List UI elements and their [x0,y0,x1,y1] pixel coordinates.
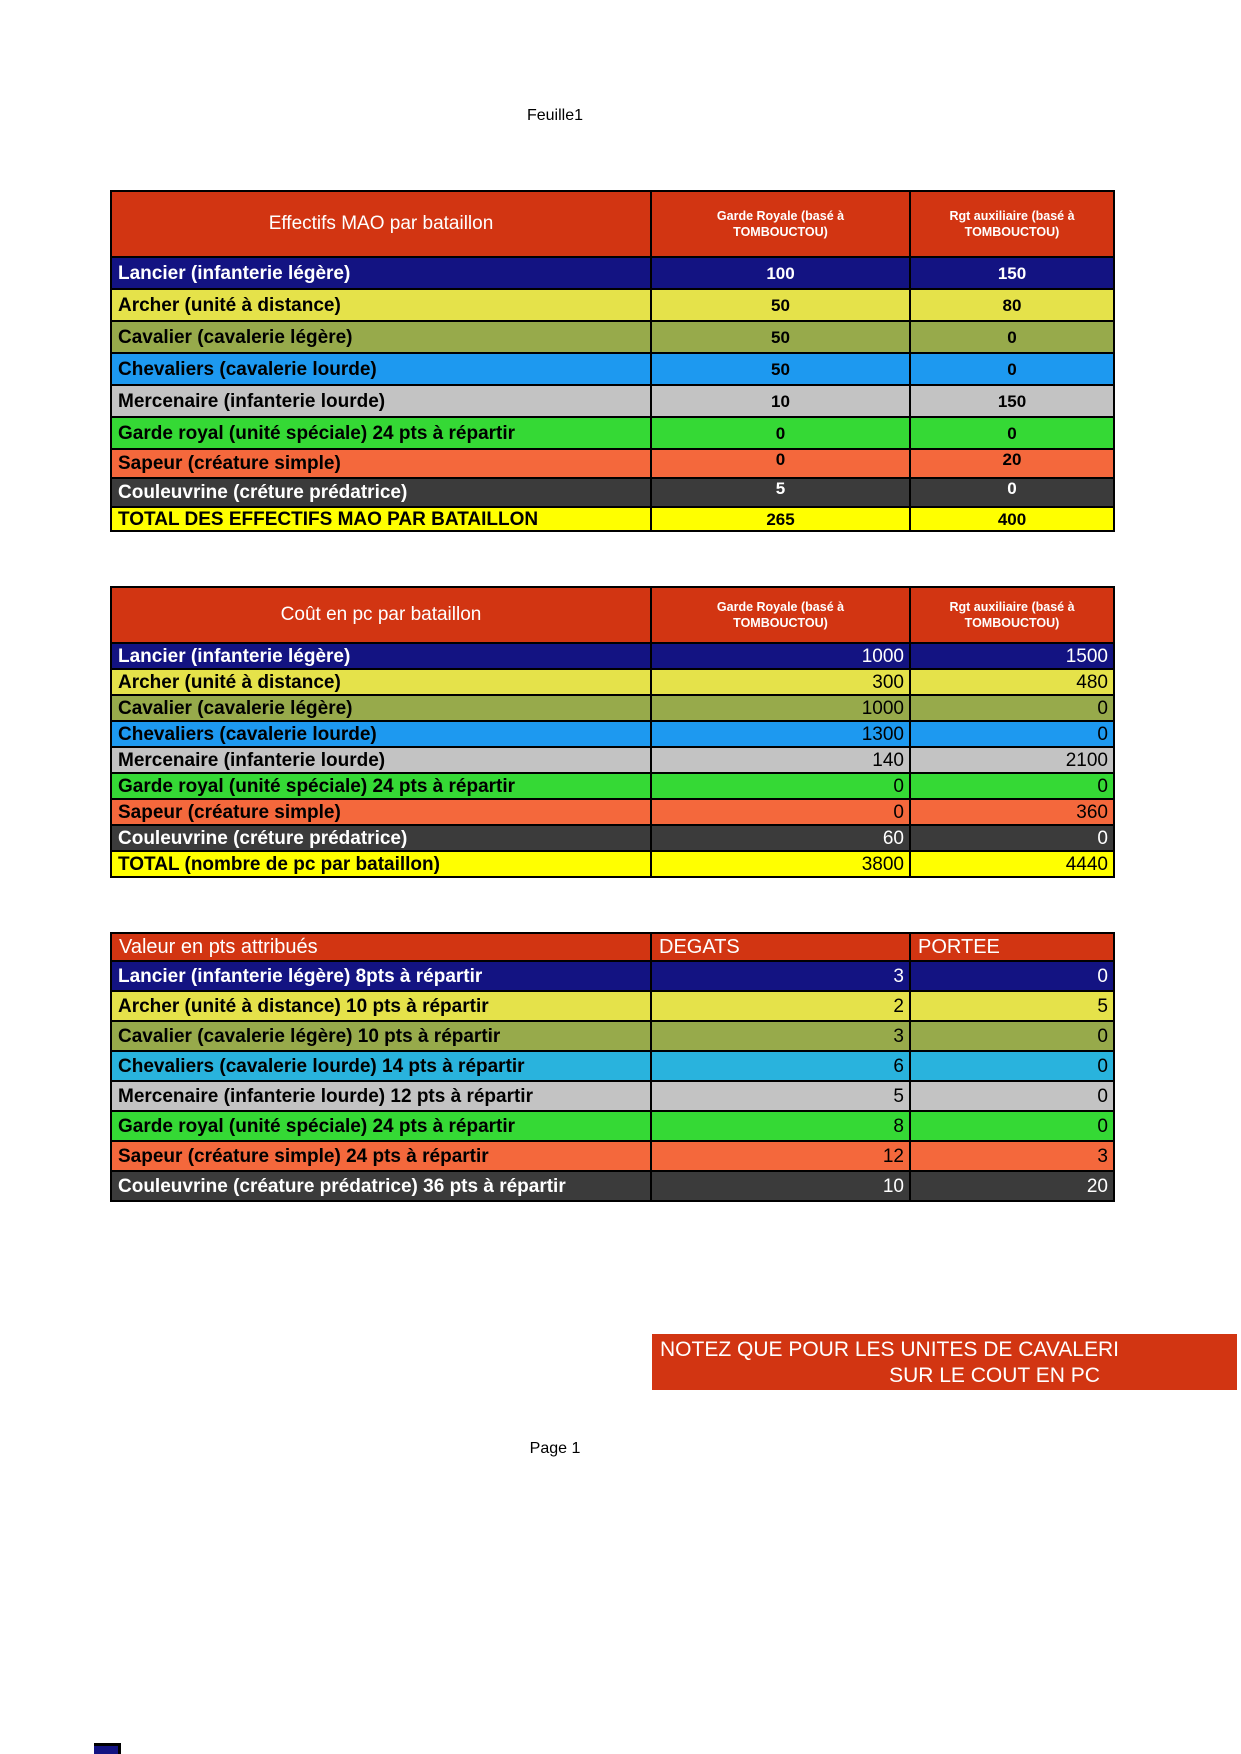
value-cell: 20 [911,450,1113,477]
page-footer: Page 1 [529,1440,581,1457]
column-header-label: Rgt auxiliaire (basé à TOMBOUCTOU) [949,208,1075,239]
note-line-2: SUR LE COUT EN PC [889,1364,1100,1387]
row-label: Chevaliers (cavalerie lourde) 14 pts à répartir [112,1052,650,1080]
table-effectifs-mao [110,190,1115,532]
value-cell: 0 [652,450,909,477]
row-label: Mercenaire (infanterie lourde) [112,386,650,416]
row-label: Couleuvrine (créture prédatrice) [112,826,650,850]
table-valeur-pts [110,932,1115,1202]
value-cell: 0 [911,1052,1113,1080]
value-cell: 1500 [911,644,1113,668]
value-cell: 8 [652,1112,909,1140]
page-edge-artifact [94,1743,121,1754]
table-title: Valeur en pts attribués [112,934,650,960]
sheet-title: Feuille1 [526,107,584,124]
row-label: Archer (unité à distance) 10 pts à répartir [112,992,650,1020]
row-label: Cavalier (cavalerie légère) [112,696,650,720]
column-header-label: Garde Royale (basé à TOMBOUCTOU) [716,599,845,630]
value-cell: 10 [652,1172,909,1200]
value-cell: 5 [652,1082,909,1110]
column-header-garde-royale [652,192,909,256]
value-cell: 140 [652,748,909,772]
column-header-label: Rgt auxiliaire (basé à TOMBOUCTOU) [949,599,1075,630]
column-header-degats [652,934,909,960]
value-cell: 150 [911,386,1113,416]
column-header-rgt-auxiliaire [911,588,1113,642]
value-cell: 0 [911,1082,1113,1110]
value-cell: 50 [652,354,909,384]
row-label: Garde royal (unité spéciale) 24 pts à répartir [112,418,650,448]
row-label: Couleuvrine (créture prédatrice) [112,479,650,506]
value-cell: 265 [652,508,909,530]
value-cell: 12 [652,1142,909,1170]
value-cell: 360 [911,800,1113,824]
row-label: Garde royal (unité spéciale) 24 pts à répartir [112,774,650,798]
note-line-1: NOTEZ QUE POUR LES UNITES DE CAVALERI [660,1338,1119,1361]
row-label: TOTAL DES EFFECTIFS MAO PAR BATAILLON [112,508,650,530]
value-cell: 3 [652,962,909,990]
row-label: Sapeur (créature simple) [112,450,650,477]
value-cell: 150 [911,258,1113,288]
value-cell: 1300 [652,722,909,746]
column-header-rgt-auxiliaire [911,192,1113,256]
row-label: Couleuvrine (créature prédatrice) 36 pts à répartir [112,1172,650,1200]
value-cell: 0 [911,479,1113,506]
value-cell: 50 [652,322,909,352]
value-cell: 2100 [911,748,1113,772]
row-label: TOTAL (nombre de pc par bataillon) [112,852,650,876]
table-title: Effectifs MAO par bataillon [112,192,650,256]
value-cell: 0 [911,722,1113,746]
value-cell: 100 [652,258,909,288]
value-cell: 0 [652,774,909,798]
value-cell: 6 [652,1052,909,1080]
value-cell: 2 [652,992,909,1020]
row-label: Lancier (infanterie légère) 8pts à répartir [112,962,650,990]
row-label: Cavalier (cavalerie légère) [112,322,650,352]
value-cell: 0 [652,800,909,824]
value-cell: 0 [911,826,1113,850]
row-label: Archer (unité à distance) [112,290,650,320]
value-cell: 1000 [652,644,909,668]
value-cell: 60 [652,826,909,850]
value-cell: 0 [911,322,1113,352]
value-cell: 0 [911,1112,1113,1140]
note-box [652,1334,1237,1390]
value-cell: 0 [652,418,909,448]
value-cell: 0 [911,696,1113,720]
table-cout-pc [110,586,1115,878]
value-cell: 1000 [652,696,909,720]
value-cell: 10 [652,386,909,416]
value-cell: 3800 [652,852,909,876]
value-cell: 5 [652,479,909,506]
value-cell: 0 [911,354,1113,384]
value-cell: 0 [911,1022,1113,1050]
value-cell: 20 [911,1172,1113,1200]
value-cell: 4440 [911,852,1113,876]
value-cell: 80 [911,290,1113,320]
row-label: Lancier (infanterie légère) [112,644,650,668]
row-label: Garde royal (unité spéciale) 24 pts à répartir [112,1112,650,1140]
column-header-portee [911,934,1113,960]
column-header-label: DEGATS [659,936,740,958]
value-cell: 0 [911,962,1113,990]
value-cell: 3 [652,1022,909,1050]
row-label: Archer (unité à distance) [112,670,650,694]
value-cell: 5 [911,992,1113,1020]
value-cell: 3 [911,1142,1113,1170]
row-label: Chevaliers (cavalerie lourde) [112,722,650,746]
row-label: Sapeur (créature simple) [112,800,650,824]
value-cell: 480 [911,670,1113,694]
row-label: Mercenaire (infanterie lourde) 12 pts à répartir [112,1082,650,1110]
value-cell: 50 [652,290,909,320]
value-cell: 0 [911,774,1113,798]
column-header-label: Garde Royale (basé à TOMBOUCTOU) [716,208,845,239]
row-label: Chevaliers (cavalerie lourde) [112,354,650,384]
row-label: Mercenaire (infanterie lourde) [112,748,650,772]
value-cell: 0 [911,418,1113,448]
row-label: Lancier (infanterie légère) [112,258,650,288]
column-header-garde-royale [652,588,909,642]
column-header-label: PORTEE [918,936,1000,958]
value-cell: 300 [652,670,909,694]
row-label: Sapeur (créature simple) 24 pts à répartir [112,1142,650,1170]
value-cell: 400 [911,508,1113,530]
row-label: Cavalier (cavalerie légère) 10 pts à répartir [112,1022,650,1050]
table-title: Coût en pc par bataillon [112,588,650,642]
